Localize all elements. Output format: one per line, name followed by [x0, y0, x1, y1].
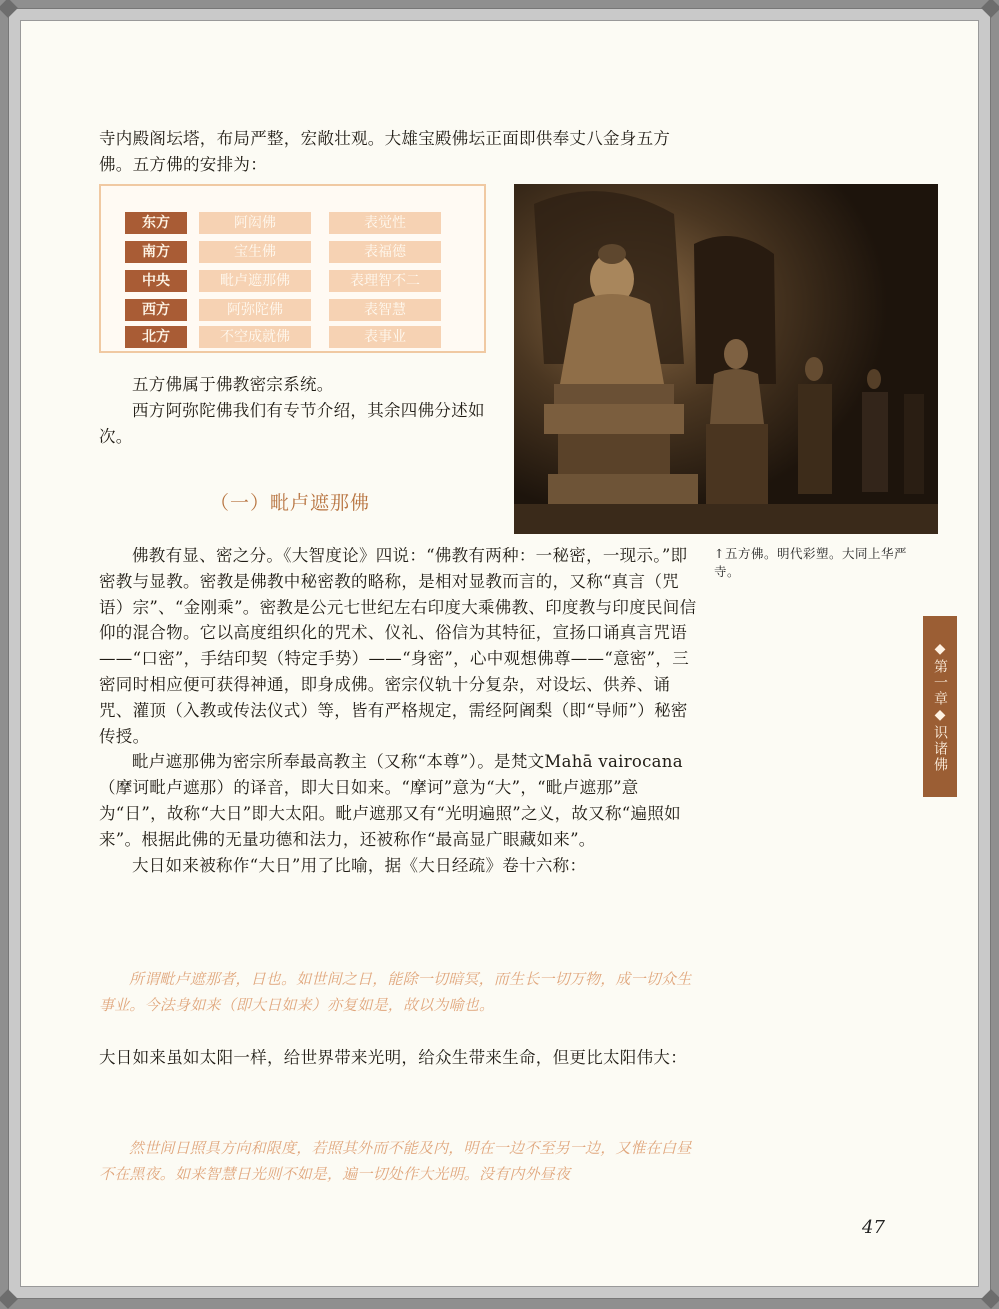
- buddha-cell: 毗卢遮那佛: [199, 270, 311, 292]
- five-buddhas-table: [99, 184, 486, 353]
- intro-paragraph: [99, 126, 699, 178]
- text-after-table: [99, 372, 499, 449]
- page-number: 47: [862, 1217, 885, 1238]
- buddha-cell: 宝生佛: [199, 241, 311, 263]
- buddha-cell: 阿闳佛: [199, 212, 311, 234]
- body-text: [99, 543, 699, 878]
- paragraph-esoteric-school: 佛教有显、密之分。《大智度论》四说：“佛教有两种：一秘密，一现示。”即密教与显教。密教是佛教中秘密教的略称，是相对显教而言的，又称“真言（咒语）宗”、“金刚乘”。密教是公元七世纪左右印度大乘佛教、印度教与印度民间信仰的混合物。它以高度组织化的咒术、仪礼、俗信为其特征，宣扬口诵真言咒语——“口密”，手结印契（特定手势）——“身密”，心中观想佛尊——“意密”，三密同时相应便可获得神通，即身成佛。密宗仪轨十分复杂，对设坛、供养、诵咒、灌顶（入教或传法仪式）等，皆有严格规定，需经阿阇梨（即“导师”）秘密传授。: [99, 546, 697, 746]
- buddha-statues-image: [514, 184, 938, 534]
- meaning-cell: 表智慧: [329, 299, 441, 321]
- buddha-cell: 阿弥陀佛: [199, 299, 311, 321]
- direction-cell: 西方: [125, 299, 187, 321]
- paragraph-vairocana: 毗卢遮那佛为密宗所奉最高教主（又称“本尊”）。是梵文Mahā vairocana（摩诃毗卢遮那）的译音，即大日如来。“摩诃”意为“大”，“毗卢遮那”意为“日”，故称“大日”即大太阳。毗卢遮那又有“光明遍照”之义，故又称“遍照如来”。根据此佛的无量功德和法力，还被称作“最高显广眼藏如来”。: [99, 752, 683, 849]
- photo-caption: ↑五方佛。明代彩塑。大同上华严寺。: [714, 546, 907, 579]
- buddha-cell: 不空成就佛: [199, 326, 311, 348]
- chapter-side-tab: ◆第一章◆识诸佛: [923, 616, 957, 797]
- direction-cell: 东方: [125, 212, 187, 234]
- paragraph-metaphor: 大日如来被称作“大日”用了比喻，据《大日经疏》卷十六称：: [132, 855, 587, 875]
- meaning-cell: 表事业: [329, 326, 441, 348]
- meaning-cell: 表觉性: [329, 212, 441, 234]
- quote-block-2: 然世间日照具方向和限度，若照其外而不能及内，明在一边不至另一边，又惟在白昼不在黑夜。如来智慧日光则不如是，遍一切处作大光明。没有内外昼夜: [99, 1139, 692, 1183]
- section-heading: （一）毗卢遮那佛: [210, 492, 371, 514]
- paragraph-esoteric: 五方佛属于佛教密宗系统。: [132, 375, 334, 394]
- meaning-cell: 表福德: [329, 241, 441, 263]
- paragraph-amitabha: 西方阿弥陀佛我们有专节介绍，其余四佛分述如次。: [99, 400, 485, 446]
- middle-paragraph: [99, 1045, 699, 1071]
- direction-cell: 南方: [125, 241, 187, 263]
- meaning-cell: 表理智不二: [329, 270, 441, 292]
- five-buddhas-photo: [514, 184, 938, 534]
- intro-paragraph-text: 寺内殿阁坛塔，布局严整，宏敞壮观。大雄宝殿佛坛正面即供奉丈八金身五方佛。五方佛的安排为：: [99, 129, 671, 174]
- direction-cell: 北方: [125, 326, 187, 348]
- quote-block-1: 所谓毗卢遮那者，日也。如世间之日，能除一切暗冥，而生长一切万物，成一切众生事业。今法身如来（即大日如来）亦复如是，故以为喻也。: [99, 970, 692, 1014]
- middle-paragraph-text: 大日如来虽如太阳一样，给世界带来光明，给众生带来生命，但更比太阳伟大：: [99, 1048, 687, 1067]
- direction-cell: 中央: [125, 270, 187, 292]
